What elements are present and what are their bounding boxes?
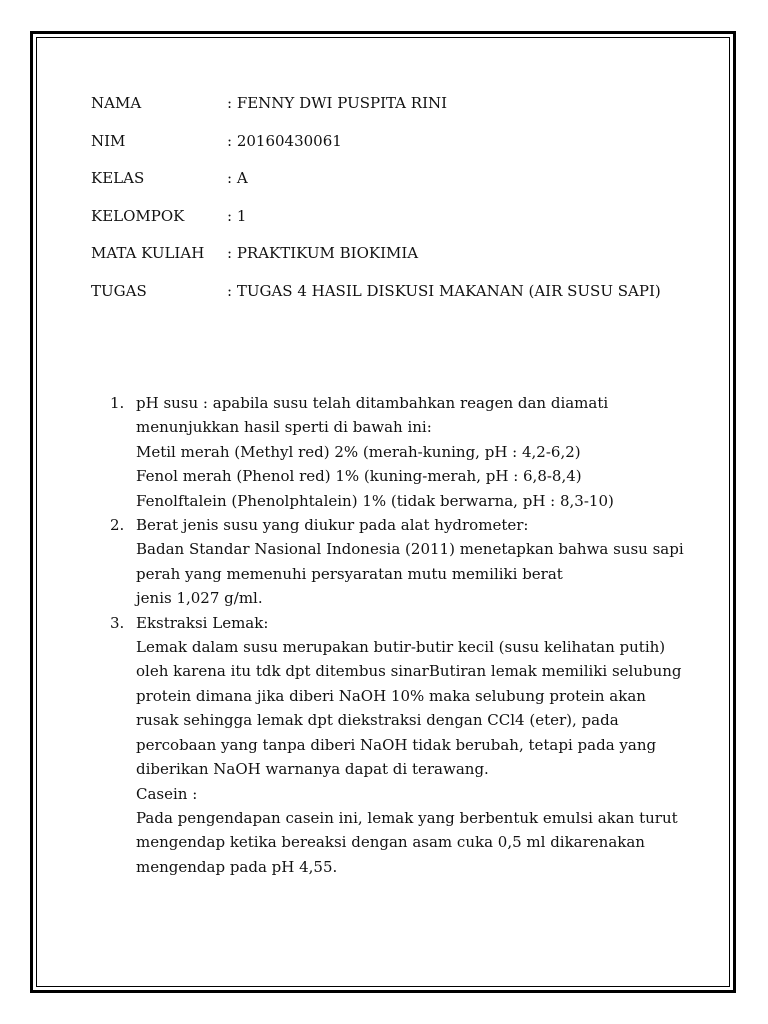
list-number: 3. [110,613,125,632]
text-line: protein dimana jika diberi NaOH 10% maka selubung protein akan [136,686,646,705]
text-line: Casein : [136,784,198,803]
info-row-kelompok [91,204,691,242]
list-item-ekstraksi-lemak [110,611,680,879]
info-value: : PRAKTIKUM BIOKIMIA [227,244,419,262]
text-line: diberikan NaOH warnanya dapat di terawang. [136,760,489,779]
student-info-header [91,91,691,316]
text-line: menunjukkan hasil sperti di bawah ini: [136,418,432,437]
info-label: KELAS [91,169,145,187]
text-line: Fenolftalein (Phenolphtalein) 1% (tidak berwarna, pH : 8,3-10) [136,491,614,510]
text-line: Pada pengendapan casein ini, lemak yang berbentuk emulsi akan turut [136,808,678,827]
info-label: KELOMPOK [91,206,185,225]
text-line: jenis 1,027 g/ml. [136,589,263,608]
info-row-tugas [91,279,691,317]
list-number: 2. [110,516,125,535]
info-value: : FENNY DWI PUSPITA RINI [227,94,448,112]
text-line: rusak sehingga lemak dpt diekstraksi dengan CCl4 (eter), pada [136,711,619,730]
info-row-nama [91,91,691,129]
info-row-kelas [91,166,691,204]
text-line: perah yang memenuhi persyaratan mutu memiliki berat [136,564,563,583]
text-line: mengendap ketika bereaksi dengan asam cuka 0,5 ml dikarenakan [136,833,645,852]
text-line: oleh karena itu tdk dpt ditembus sinarButiran lemak memiliki selubung [136,662,682,681]
info-value: : TUGAS 4 HASIL DISKUSI MAKANAN (AIR SUSU SAPI) [227,281,661,300]
text-line: Lemak dalam susu merupakan butir-butir kecil (susu kelihatan putih) [136,638,666,657]
info-row-mata-kuliah [91,241,691,279]
info-value: : 20160430061 [227,131,342,150]
info-label: NIM [91,131,126,150]
info-row-nim [91,129,691,167]
list-item-ph-susu [110,391,680,513]
text-line: Badan Standar Nasional Indonesia (2011) menetapkan bahwa susu sapi [136,540,684,559]
text-line: Metil merah (Methyl red) 2% (merah-kuning, pH : 4,2-6,2) [136,442,581,461]
list-number: 1. [110,394,125,412]
text-line: Berat jenis susu yang diukur pada alat hydrometer: [136,516,529,535]
info-label: NAMA [91,94,142,112]
info-value: : A [227,169,248,187]
text-line: pH susu : apabila susu telah ditambahkan reagen dan diamati [136,394,609,412]
text-line: Fenol merah (Phenol red) 1% (kuning-merah, pH : 6,8-8,4) [136,467,582,486]
list-item-berat-jenis [110,513,684,611]
text-line: Ekstraksi Lemak: [136,613,269,632]
text-line: mengendap pada pH 4,55. [136,857,338,876]
info-label: TUGAS [91,281,147,300]
info-label: MATA KULIAH [91,244,205,262]
text-line: percobaan yang tanpa diberi NaOH tidak berubah, tetapi pada yang [136,735,657,754]
numbered-list [110,391,684,879]
info-value: : 1 [227,206,247,225]
